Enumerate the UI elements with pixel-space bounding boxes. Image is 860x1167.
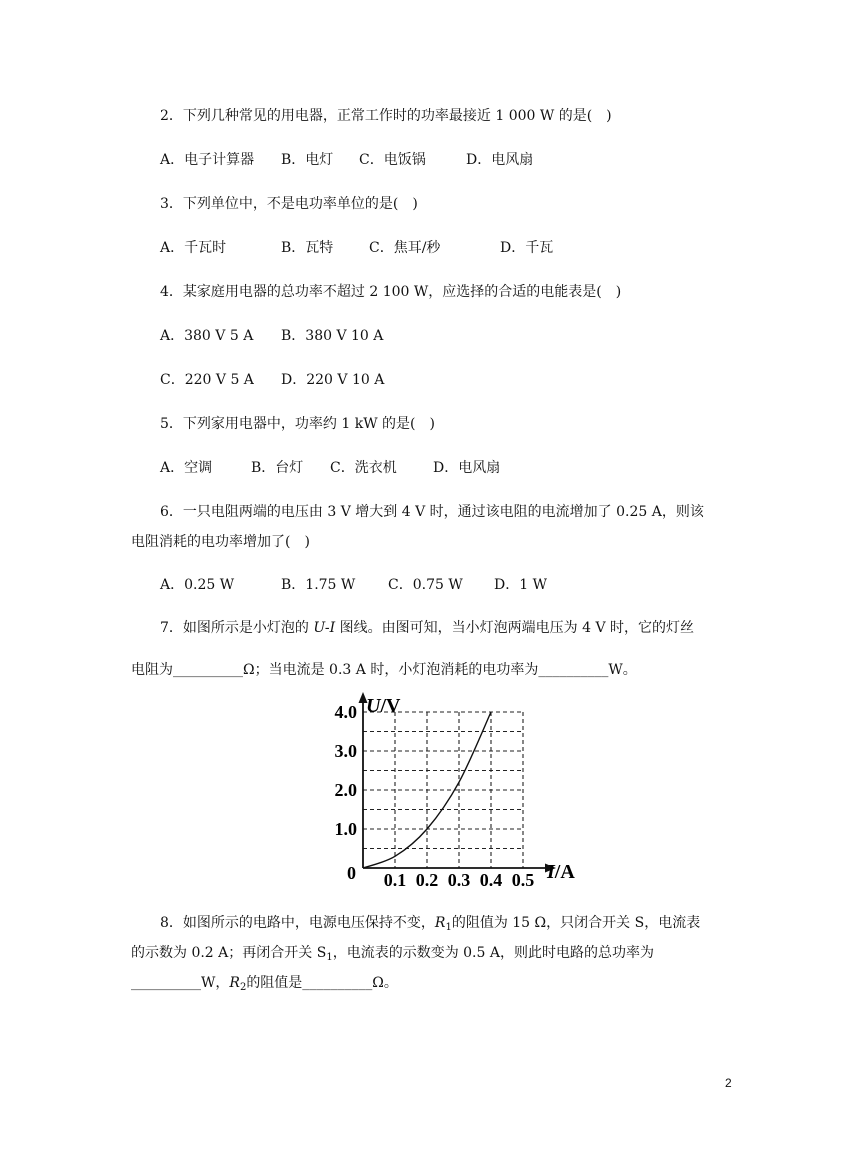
q3-option-b: B．瓦特 [281,240,334,256]
q7-text-a: 7．如图所示是小灯泡的 [160,620,314,636]
q3-option-a: A．千瓦时 [160,240,227,256]
origin-label: 0 [347,863,356,883]
q8-text-1b: 的阻值为 15 Ω，只闭合开关 S，电流表 [451,915,701,931]
q8-r1-symbol: R [434,915,446,931]
page-number: 2 [725,1076,732,1090]
x-axis-var: I [547,861,555,883]
q5-option-b: B．台灯 [251,460,304,476]
q6-option-b: B．1.75 W [281,577,356,593]
q5-option-c: C．洗衣机 [330,460,397,476]
q8-stem-line3 [131,973,398,998]
q4-option-d: D．220 V 10 A [281,372,385,388]
q6-stem-line2: 电阻消耗的电功率增加了( ) [131,534,310,550]
x-tick-label: 0.4 [479,870,503,890]
q8-text-3a: __________W， [131,975,230,991]
y-tick-label: 1.0 [334,819,357,839]
q7-stem-line1 [160,618,694,638]
q7-stem-line2: 电阻为__________Ω；当电流是 0.3 A 时，小灯泡消耗的电功率为__________W。 [131,662,637,678]
q2-option-a: A．电子计算器 [160,152,255,168]
q6-option-d: D．1 W [494,577,547,593]
x-tick-label: 0.1 [383,870,407,890]
ui-curve-chart [334,688,587,890]
q3-option-c: C．焦耳/秒 [369,240,441,256]
x-tick-label: 0.5 [511,870,535,890]
q2-stem: 2．下列几种常见的用电器，正常工作时的功率最接近 1 000 W 的是( ) [160,108,612,124]
q2-option-b: B．电灯 [281,152,334,168]
x-axis-unit: /A [554,861,575,883]
q8-r2-symbol: R [229,975,240,991]
q4-option-c: C．220 V 5 A [160,372,254,388]
q7-text-b: 图线。由图可知，当小灯泡两端电压为 4 V 时，它的灯丝 [335,620,695,636]
q6-stem-line1: 6．一只电阻两端的电压由 3 V 增大到 4 V 时，通过该电阻的电流增加了 0.25 A，则该 [160,504,704,520]
q8-stem-line2 [131,943,654,968]
y-tick-label: 4.0 [334,702,357,722]
chart-grid [363,712,523,868]
q8-s1-subscript: 1 [326,952,333,963]
q7-ui-variable: U-I [313,620,336,636]
q3-option-d: D．千瓦 [500,240,554,256]
q8-text-2b: ，电流表的示数变为 0.5 A，则此时电路的总功率为 [332,945,654,961]
q4-option-a: A．380 V 5 A [160,328,254,344]
q2-option-d: D．电风扇 [466,152,534,168]
q3-stem: 3．下列单位中，不是电功率单位的是( ) [160,196,418,212]
x-tick-label: 0.3 [447,870,471,890]
q2-option-c: C．电饭锅 [359,152,426,168]
q8-stem-line1 [160,913,700,938]
q8-text-1a: 8．如图所示的电路中，电源电压保持不变， [160,915,435,931]
y-axis-var: U [366,695,381,717]
q6-option-a: A．0.25 W [160,577,235,593]
q8-text-3b: 的阻值是__________Ω。 [246,975,398,991]
q4-option-b: B．380 V 10 A [281,328,384,344]
q5-option-d: D．电风扇 [433,460,501,476]
q5-option-a: A．空调 [160,460,213,476]
q6-option-c: C．0.75 W [388,577,463,593]
y-tick-label: 2.0 [334,780,357,800]
q8-r1-subscript: 1 [445,922,452,933]
chart-axes [359,692,557,873]
y-axis-unit: /V [380,695,401,717]
q4-stem: 4．某家庭用电器的总功率不超过 2 100 W，应选择的合适的电能表是( ) [160,284,622,300]
y-axis-label [366,695,401,717]
q8-r2-subscript: 2 [239,982,247,993]
x-axis-label [546,861,575,883]
chart-tick-labels [335,702,535,890]
q8-text-2a: 的示数为 0.2 A；再闭合开关 S [131,945,327,961]
x-tick-label: 0.2 [415,870,439,890]
q5-stem: 5．下列家用电器中，功率约 1 kW 的是( ) [160,416,435,432]
y-tick-label: 3.0 [334,741,357,761]
